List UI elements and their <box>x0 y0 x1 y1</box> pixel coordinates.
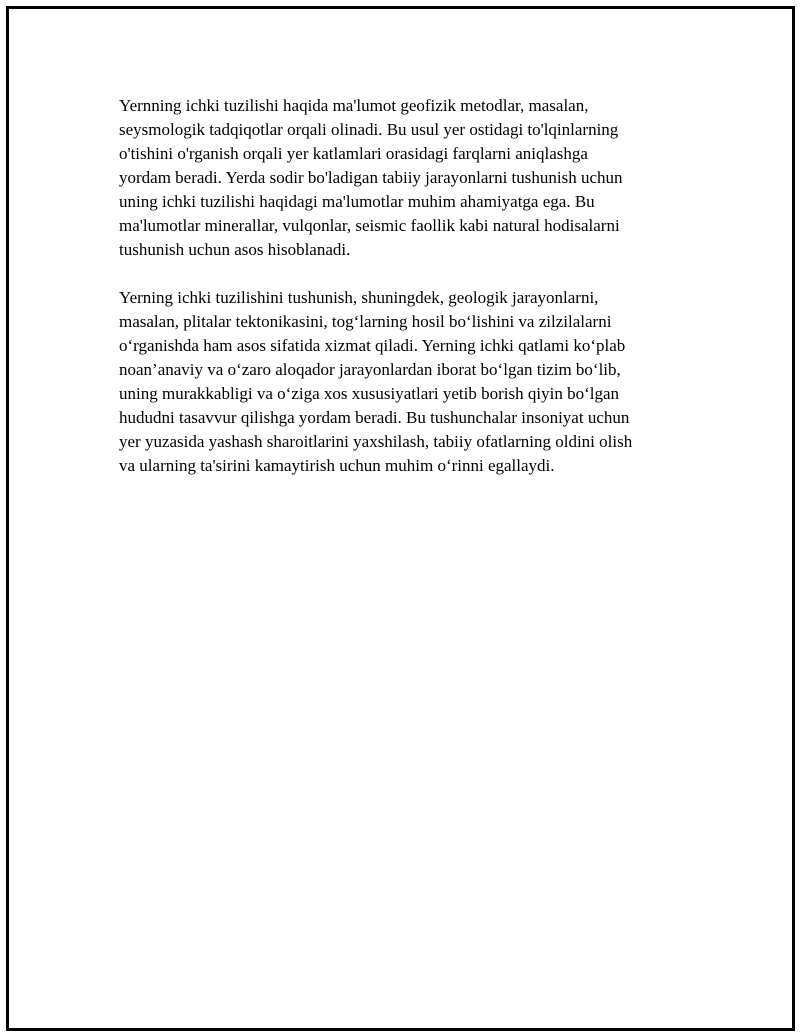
text-line: masalan, plitalar tektonikasini, tog‘larning hosil bo‘lishini va zilzilalarni <box>119 312 612 331</box>
text-line: noan’anaviy va o‘zaro aloqador jarayonlardan iborat bo‘lgan tizim bo‘lib, <box>119 360 621 379</box>
text-line: uning ichki tuzilishi haqidagi ma'lumotlar muhim ahamiyatga ega. Bu <box>119 192 595 211</box>
text-line: o‘rganishda ham asos sifatida xizmat qiladi. Yerning ichki qatlami ko‘plab <box>119 336 626 355</box>
text-line: seysmologik tadqiqotlar orqali olinadi. Bu usul yer ostidagi to'lqinlarning <box>119 120 619 139</box>
text-line: hududni tasavvur qilishga yordam beradi. Bu tushunchalar insoniyat uchun <box>119 408 630 427</box>
text-line: uning murakkabligi va o‘ziga xos xususiyatlari yetib borish qiyin bo‘lgan <box>119 384 619 403</box>
paragraph-1 <box>119 94 689 262</box>
text-line: va ularning ta'sirini kamaytirish uchun muhim o‘rinni egallaydi. <box>119 456 555 475</box>
paragraph-2 <box>119 286 689 478</box>
document-page <box>6 6 795 1031</box>
text-line: tushunish uchun asos hisoblanadi. <box>119 240 351 259</box>
text-line: yer yuzasida yashash sharoitlarini yaxshilash, tabiiy ofatlarning oldini olish <box>119 432 633 451</box>
text-line: ma'lumotlar minerallar, vulqonlar, seismic faollik kabi natural hodisalarni <box>119 216 620 235</box>
text-line: Yernning ichki tuzilishi haqida ma'lumot geofizik metodlar, masalan, <box>119 96 589 115</box>
text-line: Yerning ichki tuzilishini tushunish, shuningdek, geologik jarayonlarni, <box>119 288 599 307</box>
document-body <box>119 94 689 502</box>
text-line: yordam beradi. Yerda sodir bo'ladigan tabiiy jarayonlarni tushunish uchun <box>119 168 623 187</box>
text-line: o'tishini o'rganish orqali yer katlamlari orasidagi farqlarni aniqlashga <box>119 144 588 163</box>
